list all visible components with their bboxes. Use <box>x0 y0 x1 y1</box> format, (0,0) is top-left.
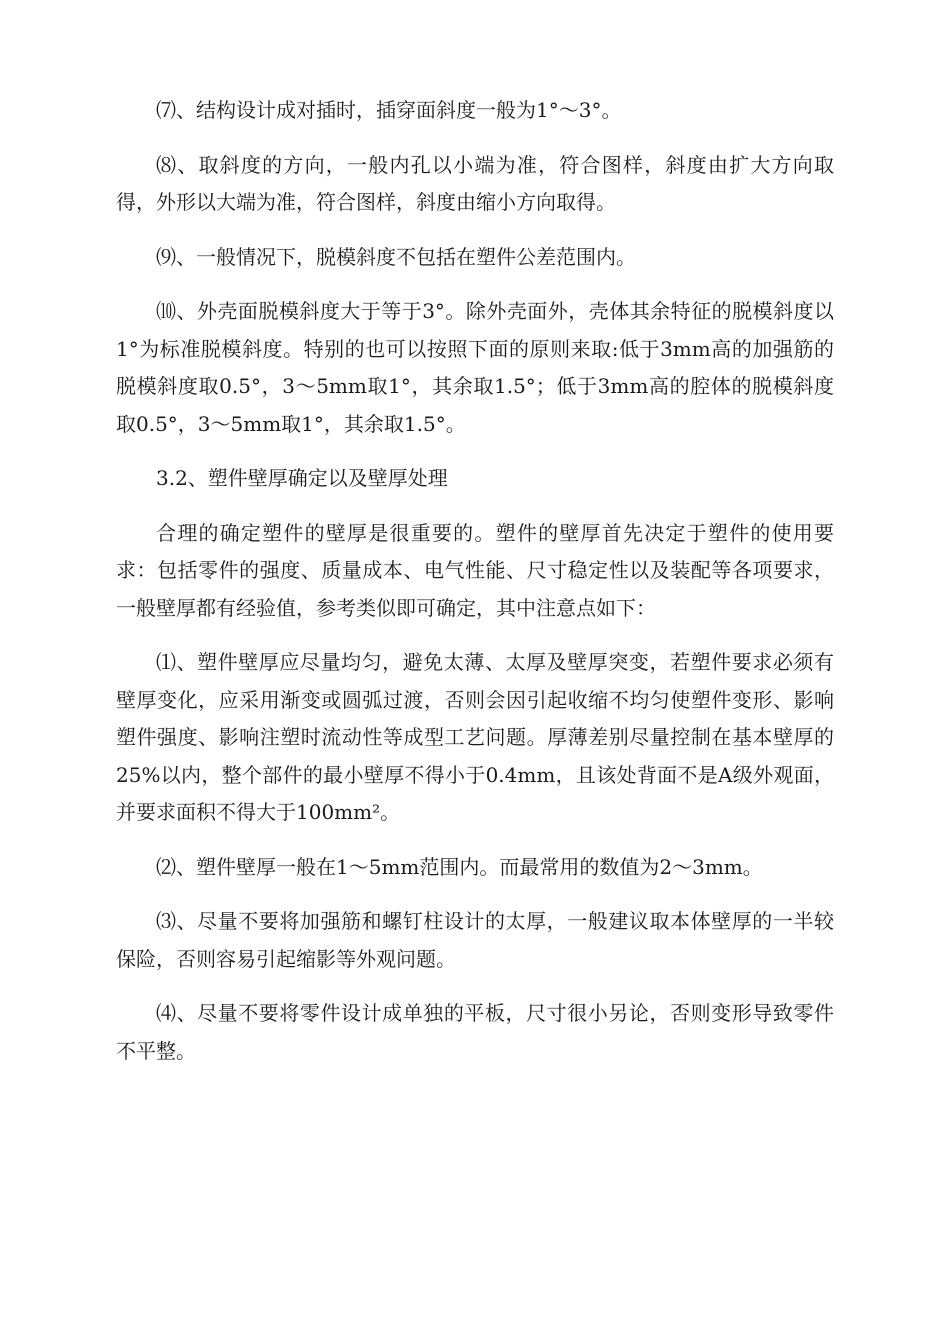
paragraph-2: ⑵、塑件壁厚一般在1～5mm范围内。而最常用的数值为2～3mm。 <box>156 854 763 879</box>
section-heading-3-2: 3.2、塑件壁厚确定以及壁厚处理 <box>156 466 448 490</box>
paragraph-9: ⑼、一般情况下，脱模斜度不包括在塑件公差范围内。 <box>156 244 636 269</box>
paragraph-1: ⑴、塑件壁厚应尽量均匀，避免太薄、太厚及壁厚突变，若塑件要求必须有壁厚变化，应采用渐变或圆弧过渡，否则会因引起收缩不均匀使塑件变形、影响塑件强度、影响注塑时流动性等成型工艺问题。厚薄差别尽量控制在基本壁厚的25%以内，整个部件的最小壁厚不得小于0.4mm，且该处背面不是A级外观面，并要求面积不得大于100mm²。 <box>116 650 834 824</box>
paragraph-10: ⑽、外壳面脱模斜度大于等于3°。除外壳面外，壳体其余特征的脱模斜度以1°为标准脱模斜度。特别的也可以按照下面的原则来取:低于3mm高的加强筋的脱模斜度取0.5°，3～5mm取1°，其余取1.5°；低于3mm高的腔体的脱模斜度取0.5°，3～5mm取1°，其余取1.5°。 <box>116 299 834 436</box>
paragraph-3: ⑶、尽量不要将加强筋和螺钉柱设计的太厚，一般建议取本体壁厚的一半较保险，否则容易引起缩影等外观问题。 <box>116 909 834 971</box>
paragraph-8: ⑻、取斜度的方向，一般内孔以小端为准，符合图样，斜度由扩大方向取得，外形以大端为准，符合图样，斜度由缩小方向取得。 <box>116 152 834 214</box>
paragraph-4: ⑷、尽量不要将零件设计成单独的平板，尺寸很小另论，否则变形导致零件不平整。 <box>116 1001 834 1063</box>
document-body <box>116 92 834 1087</box>
intro-paragraph: 合理的确定塑件的壁厚是很重要的。塑件的壁厚首先决定于塑件的使用要求：包括零件的强度、质量成本、电气性能、尺寸稳定性以及装配等各项要求，一般壁厚都有经验值，参考类似即可确定，其中注意点如下： <box>116 520 834 620</box>
paragraph-7: ⑺、结构设计成对插时，插穿面斜度一般为1°～3°。 <box>156 98 622 122</box>
